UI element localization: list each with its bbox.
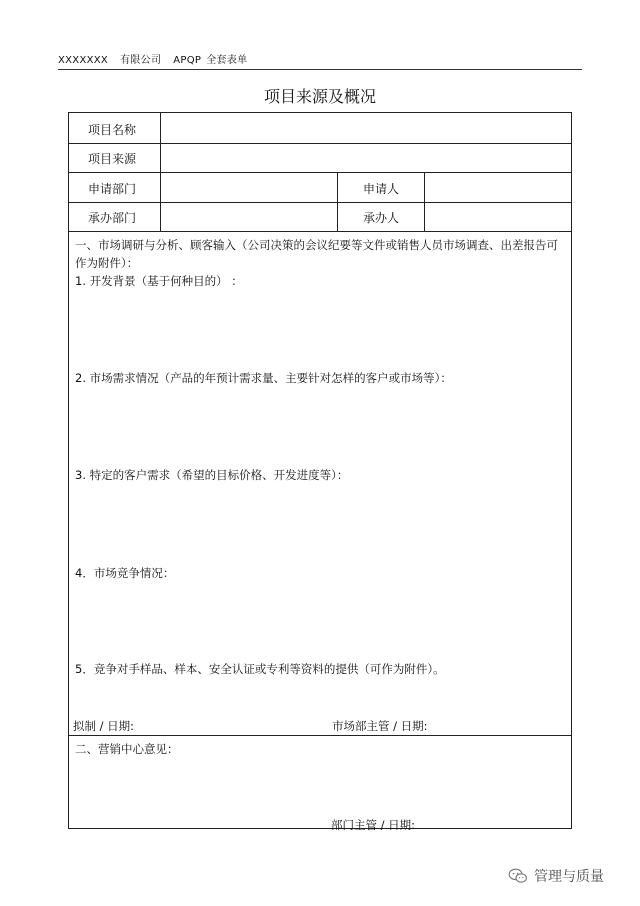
- company-code: XXXXXXX: [58, 55, 109, 66]
- label-project-source: 项目来源: [88, 152, 137, 166]
- section2-heading: 二、营销中心意见：: [75, 742, 179, 756]
- label-project-name: 项目名称: [88, 123, 137, 137]
- row-divider: [69, 735, 571, 736]
- item-competitor-samples: 5．竞争对手样品、样本、安全认证或专利等资料的提供（可作为附件）。: [75, 662, 445, 676]
- label-applicant: 申请人: [363, 182, 400, 196]
- watermark: [508, 866, 604, 886]
- watermark-text: 管理与质量: [534, 869, 604, 885]
- signature-market-manager: 市场部主管 / 日期:: [332, 719, 428, 733]
- applicant-field[interactable]: [425, 173, 571, 201]
- label-handling-dept: 承办部门: [88, 211, 137, 225]
- signature-dept-manager: 部门主管 / 日期:: [331, 818, 416, 832]
- page-header: [58, 51, 259, 66]
- signature-drafted: 拟制 / 日期:: [73, 719, 135, 733]
- suite-name: 全套表单: [206, 55, 248, 66]
- column-divider: [337, 172, 338, 231]
- item-market-competition: 4．市场竞争情况：: [75, 566, 175, 580]
- applying-dept-field[interactable]: [161, 173, 336, 201]
- suite-label: APQP: [173, 55, 202, 66]
- company-suffix: 有限公司: [120, 55, 162, 66]
- project-source-field[interactable]: [161, 144, 571, 171]
- project-name-field[interactable]: [161, 114, 571, 142]
- label-handler: 承办人: [363, 211, 400, 225]
- section1-heading: 一、市场调研与分析、顾客输入（公司决策的会议纪要等文件或销售人员市场调查、出差报告可作为附件）：: [75, 238, 558, 270]
- label-applying-dept: 申请部门: [88, 182, 137, 196]
- document-title: 项目来源及概况: [263, 87, 376, 106]
- row-divider: [69, 231, 571, 232]
- wechat-icon: [508, 868, 528, 884]
- item-customer-requirements: 3. 特定的客户需求（希望的目标价格、开发进度等）：: [75, 468, 349, 482]
- item-development-background: 1. 开发背景（基于何种目的） ：: [75, 274, 243, 288]
- handling-dept-field[interactable]: [161, 203, 336, 230]
- header-divider: [58, 69, 582, 70]
- item-market-demand: 2. 市场需求情况（产品的年预计需求量、主要针对怎样的客户或市场等）：: [75, 371, 452, 385]
- handler-field[interactable]: [425, 203, 571, 230]
- project-form: [68, 112, 572, 832]
